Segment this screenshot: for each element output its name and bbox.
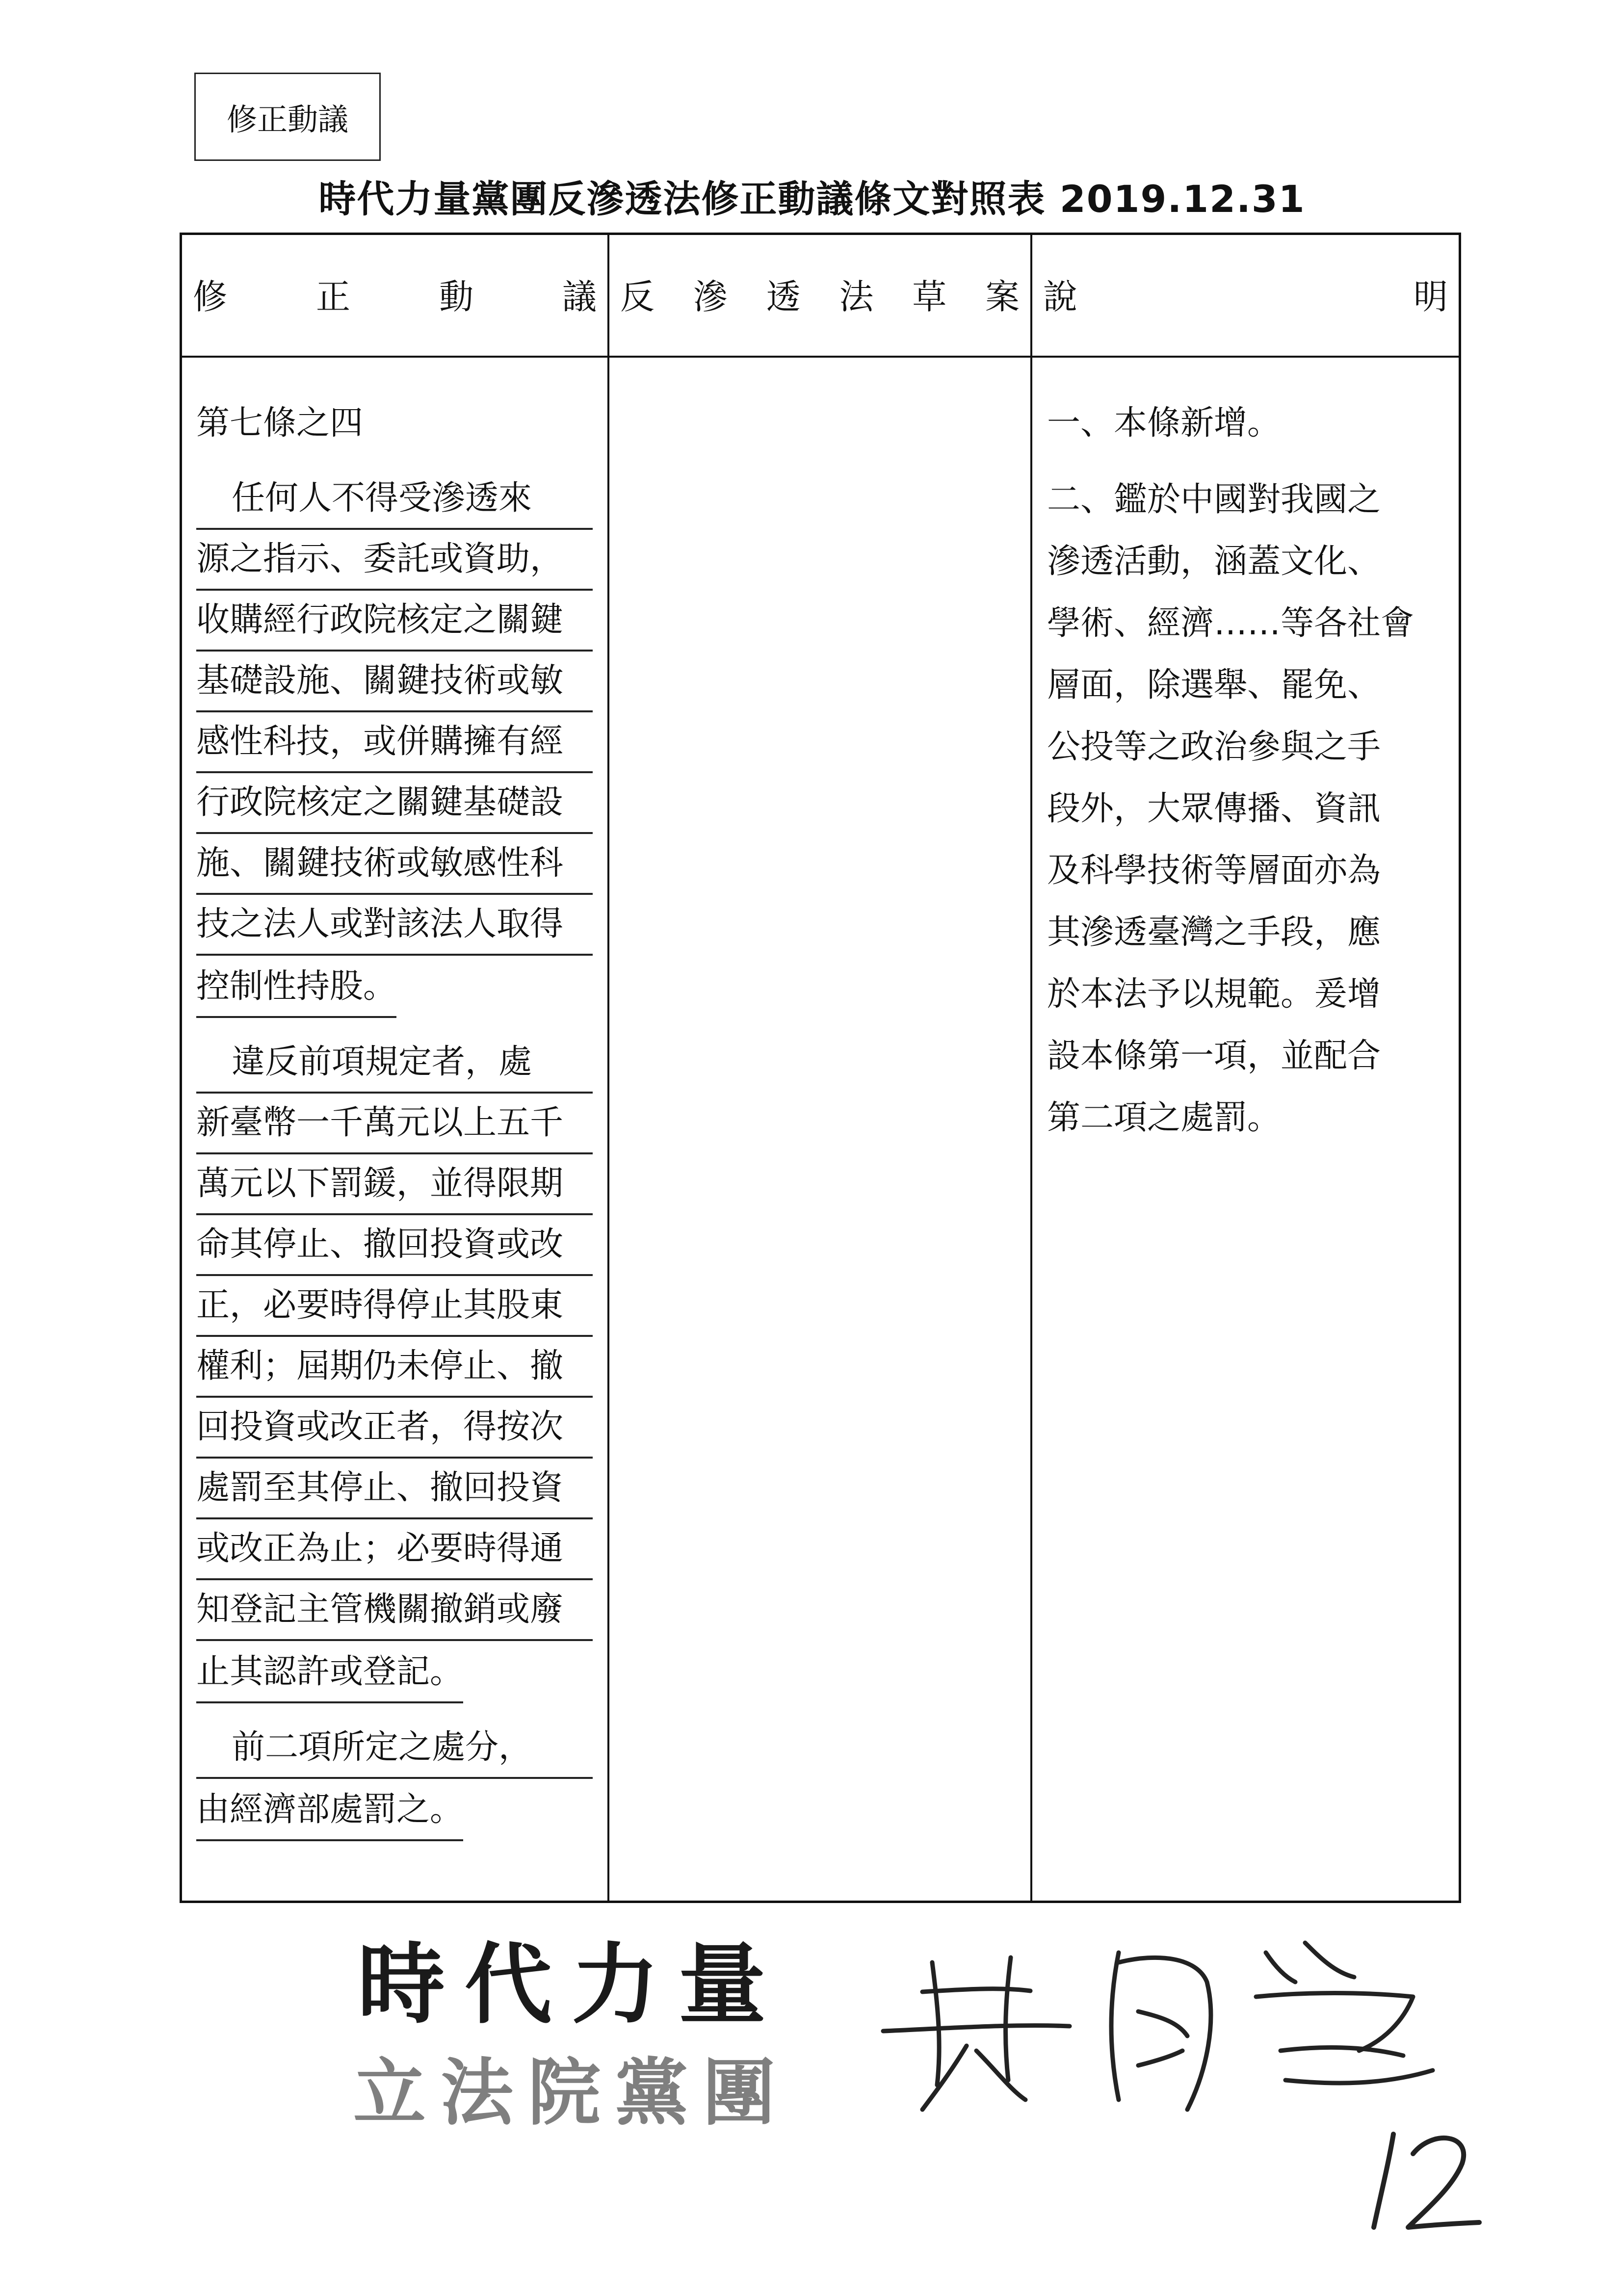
text-line: 任何人不得受滲透來 bbox=[196, 469, 593, 530]
text-line: 設本條第一項，並配合 bbox=[1047, 1037, 1381, 1075]
document-title: 時代力量黨團反滲透法修正動議條文對照表 2019.12.31 bbox=[318, 177, 1306, 221]
header-divider bbox=[180, 356, 1461, 358]
text-line: 基礎設施、關鍵技術或敏 bbox=[196, 652, 593, 712]
seal-line-2: 立法院黨團 bbox=[353, 2050, 790, 2135]
text-line: 於本法予以規範。爰增 bbox=[1047, 975, 1381, 1014]
column-divider-2 bbox=[1030, 233, 1032, 1903]
header-char: 滲 bbox=[693, 277, 728, 317]
handwritten-signature bbox=[864, 1923, 1452, 2129]
text-line: 控制性持股。 bbox=[196, 957, 396, 1018]
text-line: 學術、經濟……等各社會 bbox=[1047, 604, 1414, 643]
text-line: 行政院核定之關鍵基礎設 bbox=[196, 773, 593, 834]
header-char: 明 bbox=[1414, 277, 1448, 317]
column-divider-1 bbox=[607, 233, 609, 1903]
explanation-item-2 bbox=[1047, 469, 1444, 1149]
text-line: 公投等之政治參與之手 bbox=[1047, 728, 1381, 766]
text-line: 層面，除選舉、罷免、 bbox=[1047, 666, 1381, 704]
text-line: 命其停止、撤回投資或改 bbox=[196, 1215, 593, 1276]
motion-label-box: 修正動議 bbox=[194, 73, 381, 161]
header-char: 法 bbox=[839, 277, 874, 317]
text-line: 萬元以下罰鍰，並得限期 bbox=[196, 1154, 593, 1215]
paragraph-1 bbox=[196, 469, 599, 1018]
header-char: 透 bbox=[766, 277, 801, 317]
header-char: 說 bbox=[1043, 277, 1077, 317]
text-line: 違反前項規定者，處 bbox=[196, 1033, 593, 1094]
header-char: 草 bbox=[912, 277, 947, 317]
text-line: 權利；屆期仍未停止、撤 bbox=[196, 1337, 593, 1398]
header-char: 正 bbox=[316, 277, 350, 317]
explanation-item-1: 一、本條新增。 bbox=[1047, 404, 1281, 443]
text-line: 及科學技術等層面亦為 bbox=[1047, 851, 1381, 890]
text-line: 收購經行政院核定之關鍵 bbox=[196, 591, 593, 652]
text-line: 正，必要時得停止其股東 bbox=[196, 1276, 593, 1337]
text-line: 前二項所定之處分， bbox=[196, 1718, 593, 1779]
header-char: 反 bbox=[620, 277, 655, 317]
text-line: 處罰至其停止、撤回投資 bbox=[196, 1459, 593, 1519]
text-line: 施、關鍵技術或敏感性科 bbox=[196, 834, 593, 895]
header-char: 議 bbox=[562, 277, 597, 317]
header-char: 修 bbox=[193, 277, 227, 317]
text-line: 段外，大眾傳播、資訊 bbox=[1047, 789, 1381, 828]
text-line: 其滲透臺灣之手段，應 bbox=[1047, 913, 1381, 952]
header-explanation bbox=[1032, 233, 1459, 356]
paragraph-3 bbox=[196, 1718, 599, 1841]
paragraph-2 bbox=[196, 1033, 599, 1703]
text-line: 知登記主管機關撤銷或廢 bbox=[196, 1580, 593, 1641]
text-line: 止其認許或登記。 bbox=[196, 1643, 463, 1703]
text-line: 或改正為止；必要時得通 bbox=[196, 1519, 593, 1580]
text-line: 二、鑑於中國對我國之 bbox=[1047, 480, 1381, 519]
seal-line-1: 時代力量 bbox=[358, 1933, 786, 2035]
text-line: 滲透活動，涵蓋文化、 bbox=[1047, 542, 1381, 581]
article-number: 第七條之四 bbox=[196, 404, 364, 443]
text-line: 第二項之處罰。 bbox=[1047, 1098, 1281, 1137]
header-char: 案 bbox=[985, 277, 1020, 317]
page-number bbox=[1359, 2119, 1487, 2237]
text-line: 感性科技，或併購擁有經 bbox=[196, 712, 593, 773]
header-draft-bill bbox=[609, 233, 1030, 356]
text-line: 技之法人或對該法人取得 bbox=[196, 895, 593, 956]
text-line: 回投資或改正者，得按次 bbox=[196, 1398, 593, 1459]
explanation-column bbox=[1047, 392, 1444, 1164]
header-char: 動 bbox=[439, 277, 473, 317]
amendment-column bbox=[196, 392, 599, 1856]
party-caucus-seal bbox=[343, 1928, 800, 2144]
text-line: 由經濟部處罰之。 bbox=[196, 1780, 463, 1841]
header-amendment bbox=[182, 233, 607, 356]
text-line: 新臺幣一千萬元以上五千 bbox=[196, 1094, 593, 1154]
text-line: 源之指示、委託或資助， bbox=[196, 530, 593, 591]
